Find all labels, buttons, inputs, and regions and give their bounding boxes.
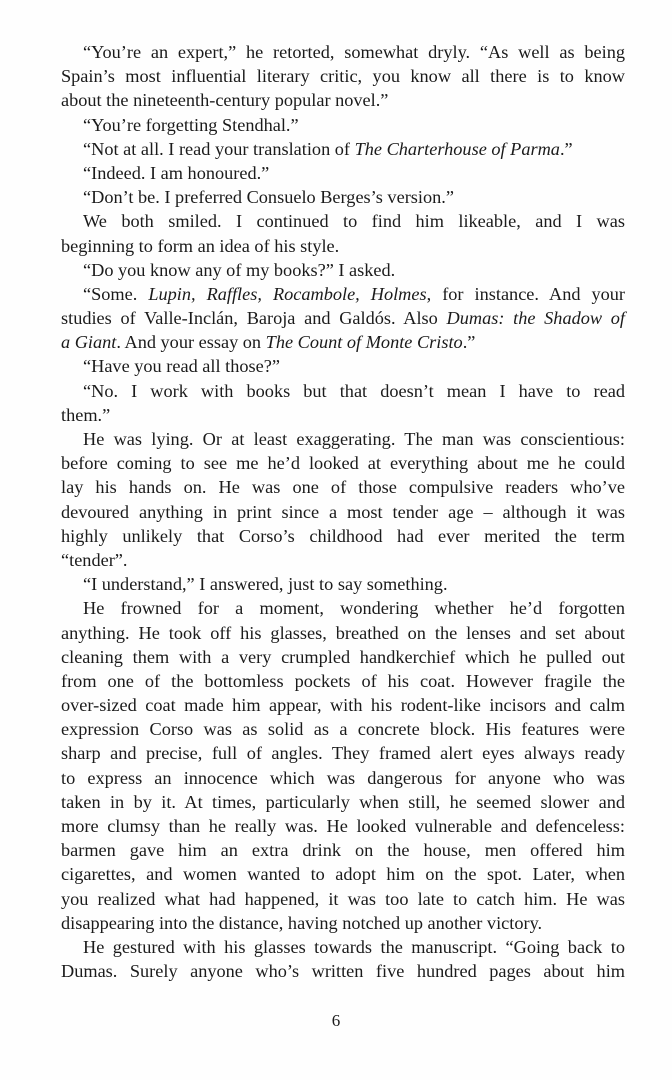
text-line [61, 959, 625, 983]
italic-title: Lupin, Raffles, Rocambole, Holmes [148, 283, 427, 304]
italic-title: The Count of Monte Cristo [265, 332, 463, 353]
text-segment: “Have you read all those?” [83, 356, 280, 377]
text-segment: to express an innocence which was dangerous for anyone who was [61, 767, 625, 788]
text-segment: “Indeed. I am honoured.” [83, 162, 270, 183]
text-line [61, 258, 625, 282]
text-segment: He gestured with his glasses towards the manuscript. “Going back to [83, 936, 625, 957]
text-line [61, 88, 625, 112]
text-segment: “Do you know any of my books?” I asked. [83, 259, 396, 280]
text-segment: .” [462, 332, 476, 353]
text-segment: you realized what had happened, it was too late to catch him. He was [61, 888, 625, 909]
text-line [61, 354, 625, 378]
text-segment: about the nineteenth-century popular novel.” [61, 90, 389, 111]
text-segment: We both smiled. I continued to find him likeable, and I was [83, 211, 625, 232]
text-segment: Dumas. Surely anyone who’s written five hundred pages about him [61, 961, 625, 982]
text-line [61, 234, 625, 258]
text-line [61, 40, 625, 64]
text-segment: over-sized coat made him appear, with his rodent-like incisors and calm [61, 695, 625, 716]
text-line [61, 669, 625, 693]
text-line [61, 741, 625, 765]
text-segment: more clumsy than he really was. He looked vulnerable and defenceless: [61, 816, 625, 836]
text-line [61, 113, 625, 137]
text-segment: “Not at all. I read your translation of [83, 138, 355, 159]
text-line [61, 64, 625, 88]
text-segment: “tender”. [61, 549, 128, 570]
text-line [61, 645, 625, 669]
text-segment: “Some. [83, 283, 149, 304]
text-line [61, 911, 625, 935]
text-segment: disappearing into the distance, having notched up another victory. [61, 912, 543, 933]
text-segment: studies of Valle-Inclán, Baroja and Galdós. Also [61, 308, 447, 329]
text-segment: Spain’s most influential literary critic, you know all there is to know [61, 66, 625, 87]
text-segment: “You’re forgetting Stendhal.” [83, 114, 299, 135]
text-segment: “No. I work with books but that doesn’t mean I have to read [83, 380, 625, 401]
text-line [61, 137, 625, 161]
text-line [61, 621, 625, 645]
text-line [61, 790, 625, 814]
text-segment: He frowned for a moment, wondering whether he’d forgotten [83, 598, 625, 619]
text-segment: barmen gave him an extra drink on the house, men offered him [61, 840, 625, 861]
italic-title: Dumas: the Shadow of [446, 308, 625, 329]
text-segment: devoured anything in print since a most tender age – although it was [61, 501, 625, 522]
text-line [61, 451, 625, 475]
text-segment: from one of the bottomless pockets of his coat. However fragile the [61, 670, 625, 691]
text-line [61, 330, 625, 354]
text-line [61, 524, 625, 548]
text-segment: highly unlikely that Corso’s childhood had ever merited the term [61, 525, 625, 546]
text-line [61, 717, 625, 741]
text-line [61, 282, 625, 306]
text-segment: , for instance. And your [426, 283, 625, 304]
text-segment: expression Corso was as solid as a concrete block. His features were [61, 719, 625, 740]
text-segment: He was lying. Or at least exaggerating. The man was conscientious: [83, 429, 625, 449]
text-line [61, 185, 625, 209]
text-line [61, 935, 625, 959]
text-line [61, 693, 625, 717]
text-segment: . And your essay on [116, 332, 266, 353]
text-segment: before coming to see me he’d looked at everything about me he could [61, 453, 625, 474]
text-segment: lay his hands on. He was one of those compulsive readers who’ve [61, 477, 625, 498]
text-line [61, 838, 625, 862]
text-segment: .” [559, 138, 573, 159]
text-line [61, 475, 625, 499]
text-line [61, 862, 625, 886]
text-line [61, 572, 625, 596]
text-line [61, 548, 625, 572]
text-segment: “You’re an expert,” he retorted, somewhat dryly. “As well as being [83, 42, 625, 62]
page-number: 6 [331, 1011, 341, 1030]
text-line [61, 814, 625, 838]
text-segment: taken in by it. At times, particularly when still, he seemed slower and [61, 791, 625, 812]
text-line [61, 766, 625, 790]
body-text [61, 40, 625, 983]
text-segment: beginning to form an idea of his style. [61, 235, 340, 256]
text-segment: sharp and precise, full of angles. They framed alert eyes always ready [61, 743, 625, 764]
text-segment: cigarettes, and women wanted to adopt him on the spot. Later, when [61, 864, 625, 885]
text-segment: them.” [61, 404, 111, 425]
text-line [61, 596, 625, 620]
italic-title: The Charterhouse of Parma [354, 138, 560, 159]
text-segment: cleaning them with a very crumpled handkerchief which he pulled out [61, 646, 625, 667]
text-line [61, 379, 625, 403]
text-line [61, 306, 625, 330]
text-segment: “Don’t be. I preferred Consuelo Berges’s version.” [83, 187, 454, 208]
text-line [61, 887, 625, 911]
text-line [61, 403, 625, 427]
text-segment: “I understand,” I answered, just to say something. [83, 574, 448, 595]
text-segment: anything. He took off his glasses, breathed on the lenses and set about [61, 622, 625, 643]
text-line [61, 209, 625, 233]
italic-title: a Giant [61, 332, 117, 353]
text-line [61, 427, 625, 451]
text-line [61, 500, 625, 524]
text-line [61, 161, 625, 185]
